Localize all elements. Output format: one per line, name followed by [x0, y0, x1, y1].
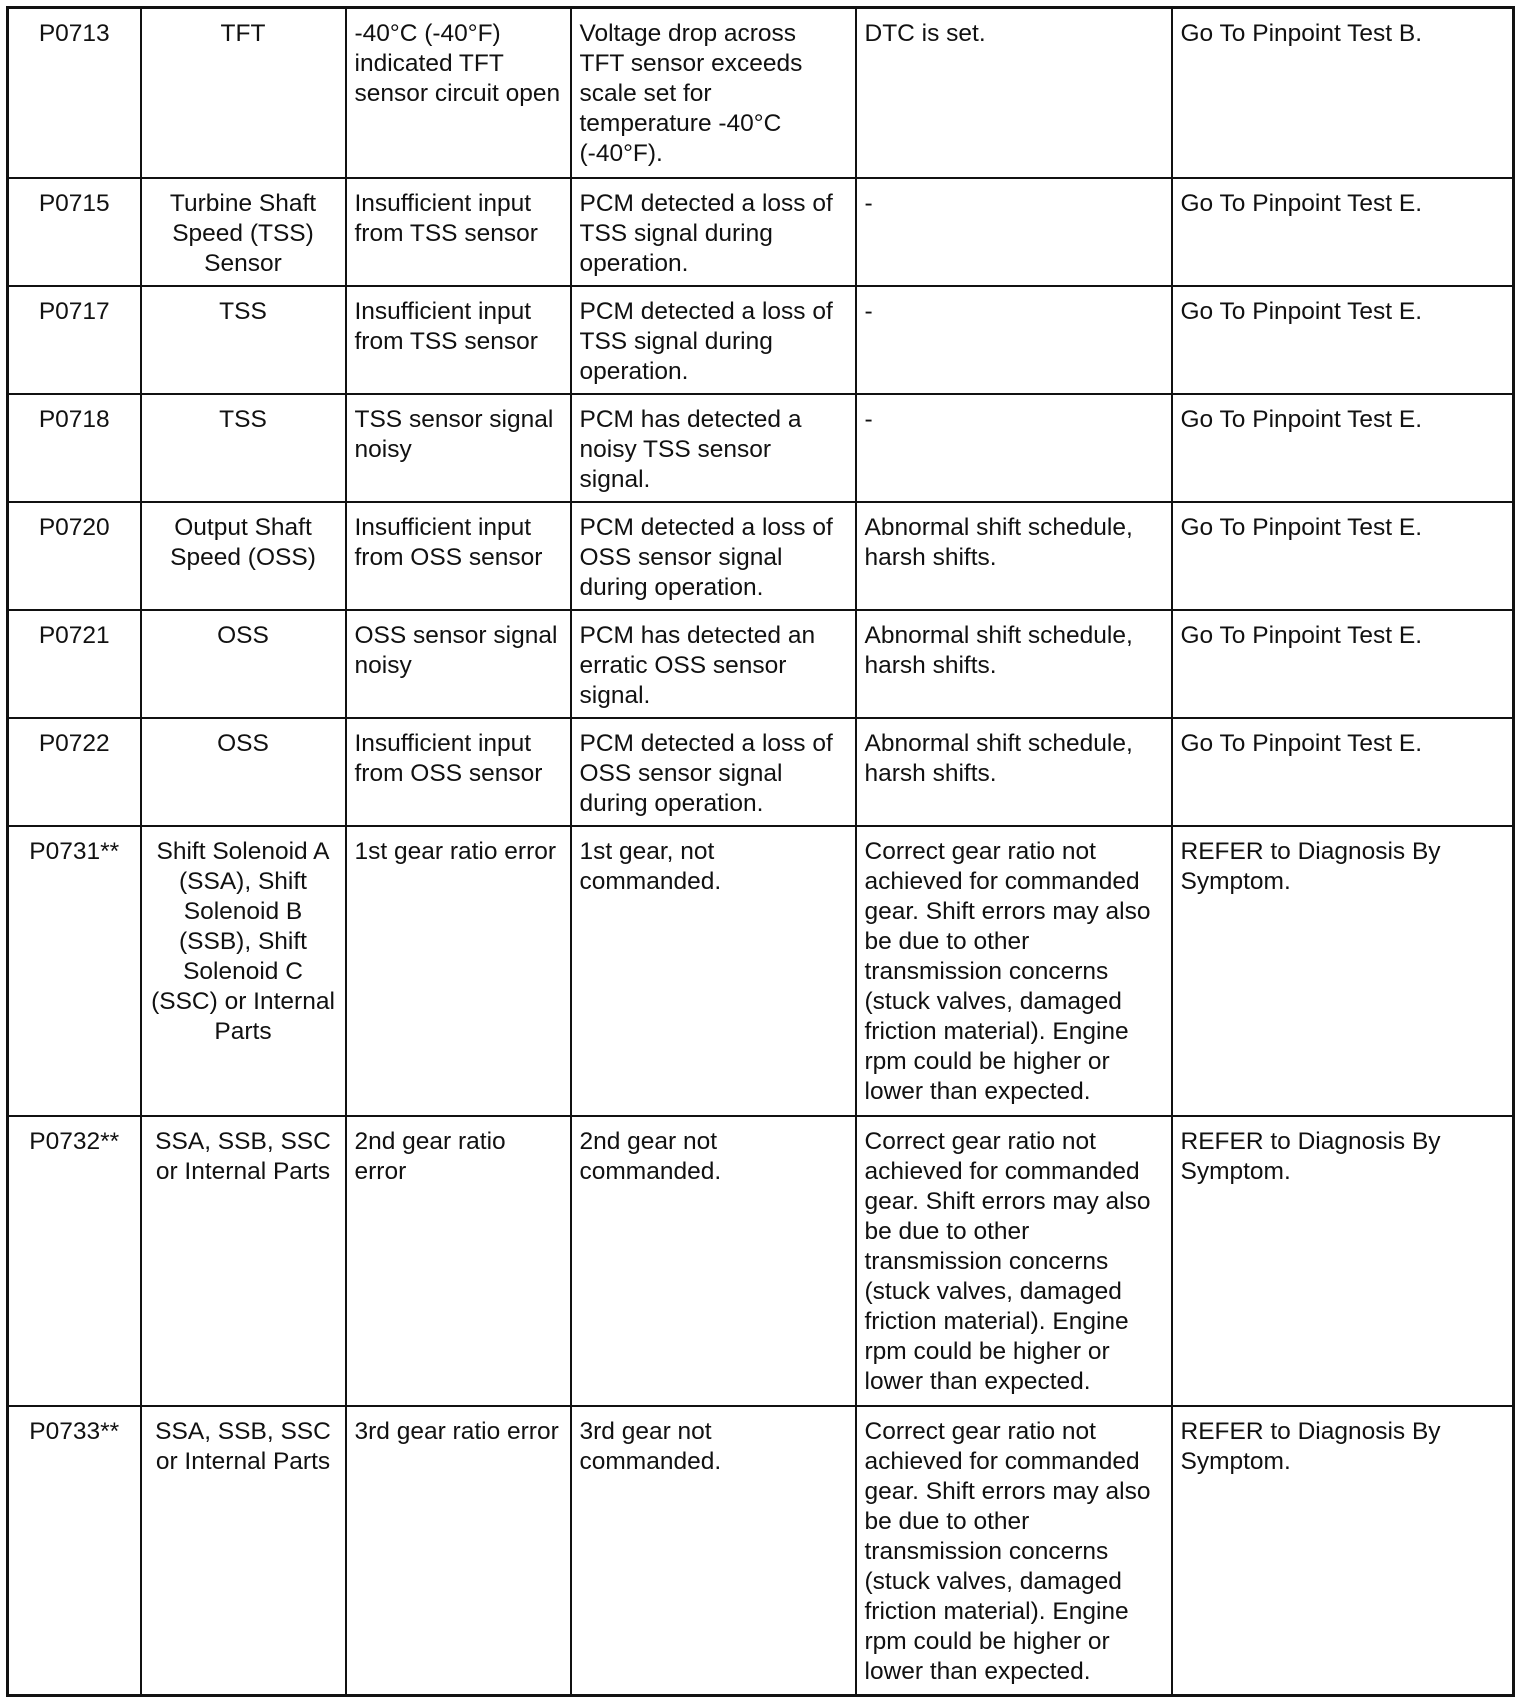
table-row [8, 826, 1514, 1116]
description-cell: 2nd gear ratio error [346, 1116, 571, 1406]
action-cell: Go To Pinpoint Test B. [1172, 8, 1514, 178]
action-cell: REFER to Diagnosis By Symptom. [1172, 1116, 1514, 1406]
symptom-cell: Correct gear ratio not achieved for commanded gear. Shift errors may also be due to other transmission concerns (stuck valves, damaged friction material). Engine rpm could be higher or lower than expected. [856, 1116, 1172, 1406]
symptom-cell: Correct gear ratio not achieved for commanded gear. Shift errors may also be due to other transmission concerns (stuck valves, damaged friction material). Engine rpm could be higher or lower than expected. [856, 1406, 1172, 1696]
description-cell: Insufficient input from OSS sensor [346, 502, 571, 610]
symptom-cell: Abnormal shift schedule, harsh shifts. [856, 610, 1172, 718]
action-cell: Go To Pinpoint Test E. [1172, 286, 1514, 394]
description-cell: Insufficient input from TSS sensor [346, 286, 571, 394]
table-row [8, 8, 1514, 178]
symptom-cell: Abnormal shift schedule, harsh shifts. [856, 502, 1172, 610]
action-cell: REFER to Diagnosis By Symptom. [1172, 1406, 1514, 1696]
table-row [8, 610, 1514, 718]
condition-cell: PCM has detected an erratic OSS sensor signal. [571, 610, 856, 718]
condition-cell: Voltage drop across TFT sensor exceeds scale set for temperature -40°C (-40°F). [571, 8, 856, 178]
action-cell: Go To Pinpoint Test E. [1172, 178, 1514, 286]
description-cell: 1st gear ratio error [346, 826, 571, 1116]
component-cell: SSA, SSB, SSC or Internal Parts [141, 1116, 346, 1406]
action-cell: Go To Pinpoint Test E. [1172, 610, 1514, 718]
table-row [8, 502, 1514, 610]
component-cell: TSS [141, 394, 346, 502]
condition-cell: 2nd gear not commanded. [571, 1116, 856, 1406]
dtc-code-cell: P0717 [8, 286, 141, 394]
condition-cell: PCM detected a loss of TSS signal during operation. [571, 286, 856, 394]
dtc-code-cell: P0733** [8, 1406, 141, 1696]
symptom-cell: - [856, 394, 1172, 502]
condition-cell: PCM detected a loss of OSS sensor signal during operation. [571, 502, 856, 610]
action-cell: REFER to Diagnosis By Symptom. [1172, 826, 1514, 1116]
dtc-code-cell: P0721 [8, 610, 141, 718]
component-cell: SSA, SSB, SSC or Internal Parts [141, 1406, 346, 1696]
description-cell: TSS sensor signal noisy [346, 394, 571, 502]
dtc-code-cell: P0718 [8, 394, 141, 502]
condition-cell: 3rd gear not commanded. [571, 1406, 856, 1696]
condition-cell: PCM detected a loss of TSS signal during operation. [571, 178, 856, 286]
symptom-cell: Abnormal shift schedule, harsh shifts. [856, 718, 1172, 826]
table-row [8, 178, 1514, 286]
dtc-table [6, 6, 1515, 1697]
dtc-code-cell: P0731** [8, 826, 141, 1116]
component-cell: OSS [141, 610, 346, 718]
dtc-code-cell: P0732** [8, 1116, 141, 1406]
symptom-cell: DTC is set. [856, 8, 1172, 178]
description-cell: 3rd gear ratio error [346, 1406, 571, 1696]
component-cell: OSS [141, 718, 346, 826]
table-row [8, 394, 1514, 502]
description-cell: OSS sensor signal noisy [346, 610, 571, 718]
component-cell: Shift Solenoid A (SSA), Shift Solenoid B (SSB), Shift Solenoid C (SSC) or Internal Parts [141, 826, 346, 1116]
table-row [8, 718, 1514, 826]
action-cell: Go To Pinpoint Test E. [1172, 718, 1514, 826]
component-cell: Output Shaft Speed (OSS) [141, 502, 346, 610]
component-cell: TSS [141, 286, 346, 394]
symptom-cell: Correct gear ratio not achieved for commanded gear. Shift errors may also be due to other transmission concerns (stuck valves, damaged friction material). Engine rpm could be higher or lower than expected. [856, 826, 1172, 1116]
description-cell: Insufficient input from OSS sensor [346, 718, 571, 826]
action-cell: Go To Pinpoint Test E. [1172, 502, 1514, 610]
dtc-code-cell: P0713 [8, 8, 141, 178]
condition-cell: PCM has detected a noisy TSS sensor signal. [571, 394, 856, 502]
action-cell: Go To Pinpoint Test E. [1172, 394, 1514, 502]
dtc-code-cell: P0715 [8, 178, 141, 286]
description-cell: Insufficient input from TSS sensor [346, 178, 571, 286]
component-cell: Turbine Shaft Speed (TSS) Sensor [141, 178, 346, 286]
condition-cell: PCM detected a loss of OSS sensor signal during operation. [571, 718, 856, 826]
description-cell: -40°C (-40°F) indicated TFT sensor circuit open [346, 8, 571, 178]
table-row [8, 1116, 1514, 1406]
dtc-code-cell: P0720 [8, 502, 141, 610]
table-row [8, 286, 1514, 394]
table-row [8, 1406, 1514, 1696]
condition-cell: 1st gear, not commanded. [571, 826, 856, 1116]
symptom-cell: - [856, 178, 1172, 286]
component-cell: TFT [141, 8, 346, 178]
symptom-cell: - [856, 286, 1172, 394]
dtc-code-cell: P0722 [8, 718, 141, 826]
